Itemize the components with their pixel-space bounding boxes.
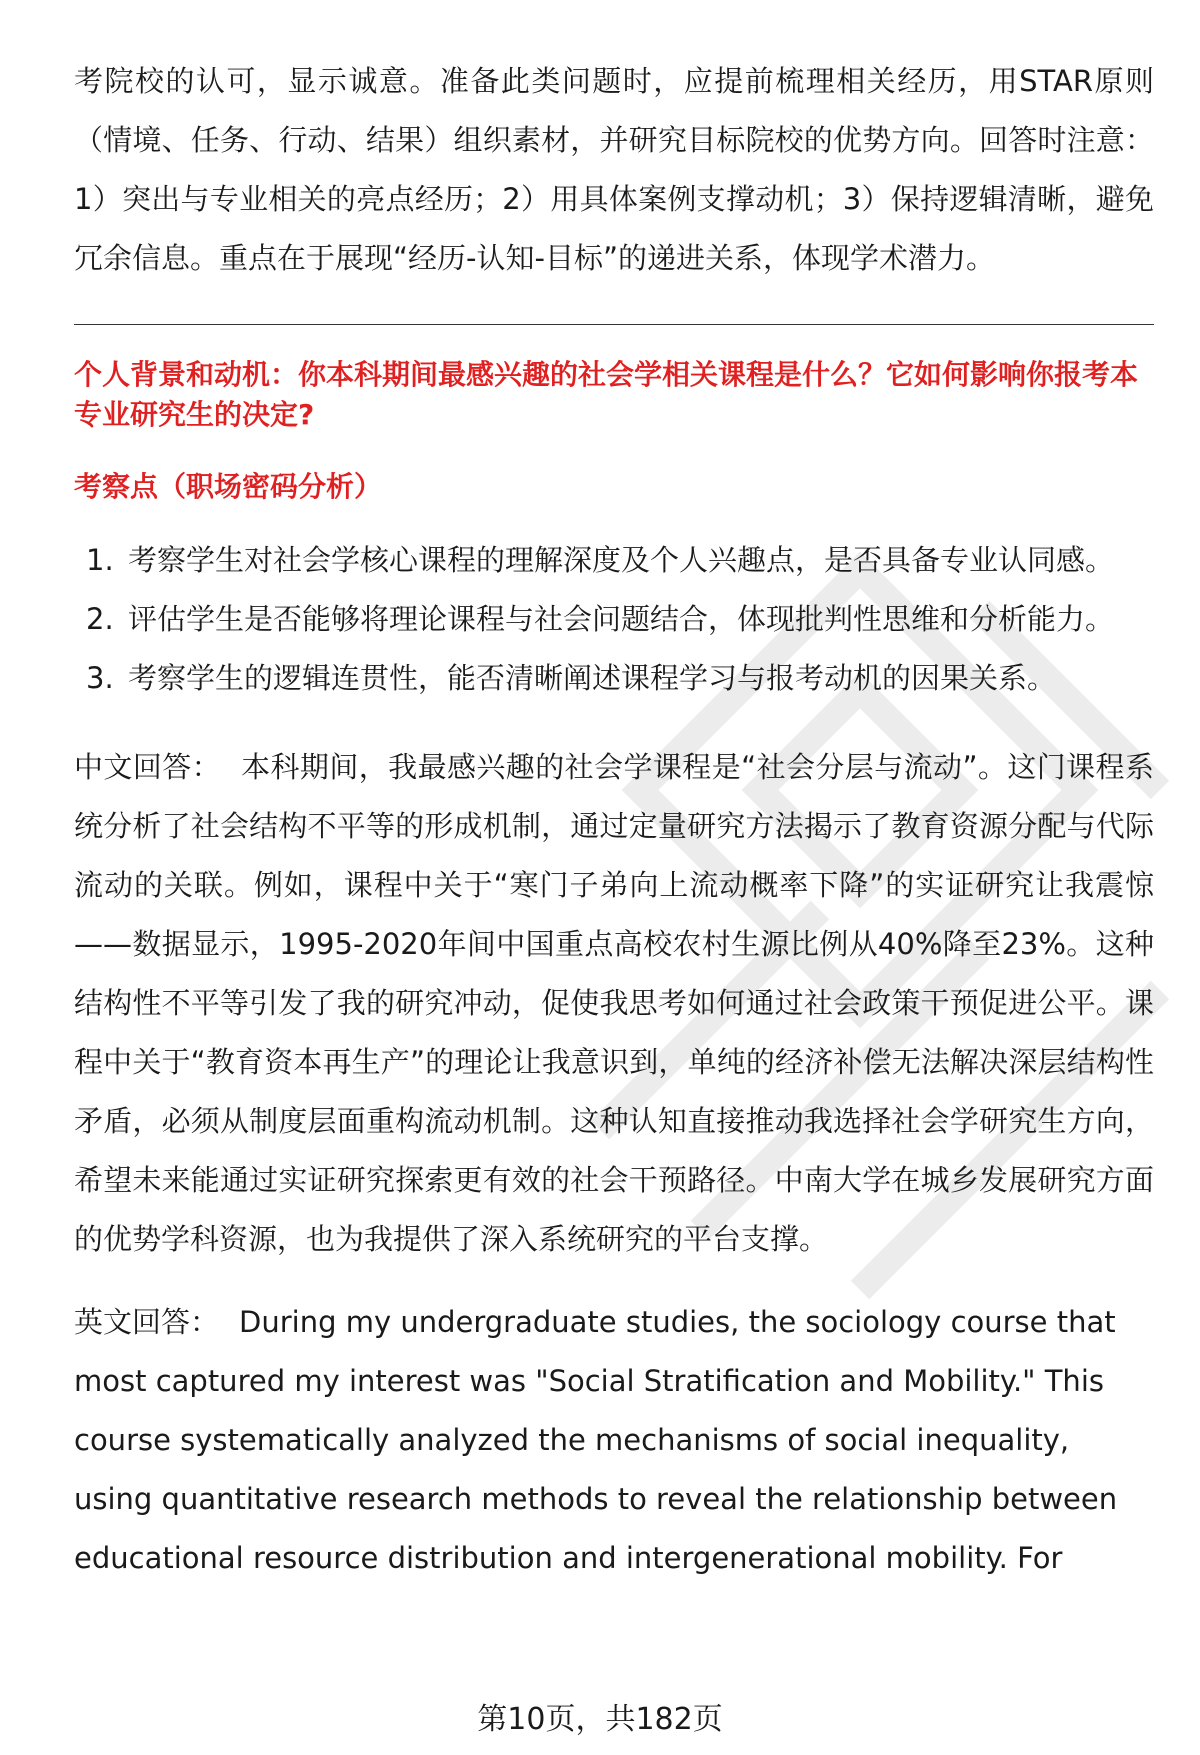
chinese-answer — [74, 738, 1154, 1269]
intro-paragraph: 考院校的认可，显示诚意。准备此类问题时，应提前梳理相关经历，用STAR原则（情境、任务、行动、结果）组织素材，并研究目标院校的优势方向。回答时注意：1）突出与专业相关的亮点经历；2）用具体案例支撑动机；3）保持逻辑清晰，避免冗余信息。重点在于展现“经历-认知-目标”的递进关系，体现学术潜力。 — [74, 64, 1154, 275]
list-item-text: 考察学生对社会学核心课程的理解深度及个人兴趣点，是否具备专业认同感。 — [128, 543, 1115, 577]
page-number-footer: 第10页，共182页 — [477, 1702, 723, 1737]
english-answer-label: 英文回答： — [74, 1305, 220, 1339]
list-item-number: 3. — [86, 661, 114, 695]
list-item — [74, 531, 1154, 590]
list-item-number: 2. — [86, 602, 114, 636]
list-item-text: 考察学生的逻辑连贯性，能否清晰阐述课程学习与报考动机的因果关系。 — [128, 661, 1057, 695]
list-item — [74, 649, 1154, 708]
section-divider — [74, 324, 1154, 325]
list-item-number: 1. — [86, 543, 114, 577]
chinese-answer-label: 中文回答： — [74, 750, 222, 784]
question-heading: 个人背景和动机：你本科期间最感兴趣的社会学相关课程是什么？它如何影响你报考本专业研究生的决定? — [74, 358, 1139, 431]
assessment-heading: 考察点（职场密码分析） — [74, 470, 383, 503]
english-answer — [74, 1293, 1154, 1588]
chinese-answer-text: 本科期间，我最感兴趣的社会学课程是“社会分层与流动”。这门课程系统分析了社会结构不平等的形成机制，通过定量研究方法揭示了教育资源分配与代际流动的关联。例如，课程中关于“寒门子弟向上流动概率下降”的实证研究让我震惊——数据显示，1995-2020年间中国重点高校农村生源比例从40%降至23%。这种结构性不平等引发了我的研究冲动，促使我思考如何通过社会政策干预促进公平。课程中关于“教育资本再生产”的理论让我意识到，单纯的经济补偿无法解决深层结构性矛盾，必须从制度层面重构流动机制。这种认知直接推动我选择社会学研究生方向，希望未来能通过实证研究探索更有效的社会干预路径。中南大学在城乡发展研究方面的优势学科资源，也为我提供了深入系统研究的平台支撑。 — [74, 750, 1154, 1256]
list-item — [74, 590, 1154, 649]
english-answer-text: During my undergraduate studies, the sociology course that most captured my interest was "Social Stratification and Mobility." This course systematically analyzed the mechanisms of social inequality, using quantitative research methods to reveal the relationship between educational resource distribution and intergenerational mobility. For — [74, 1305, 1118, 1575]
list-item-text: 评估学生是否能够将理论课程与社会问题结合，体现批判性思维和分析能力。 — [128, 602, 1115, 636]
page-content — [74, 52, 1154, 1588]
assessment-points-list — [74, 531, 1154, 708]
